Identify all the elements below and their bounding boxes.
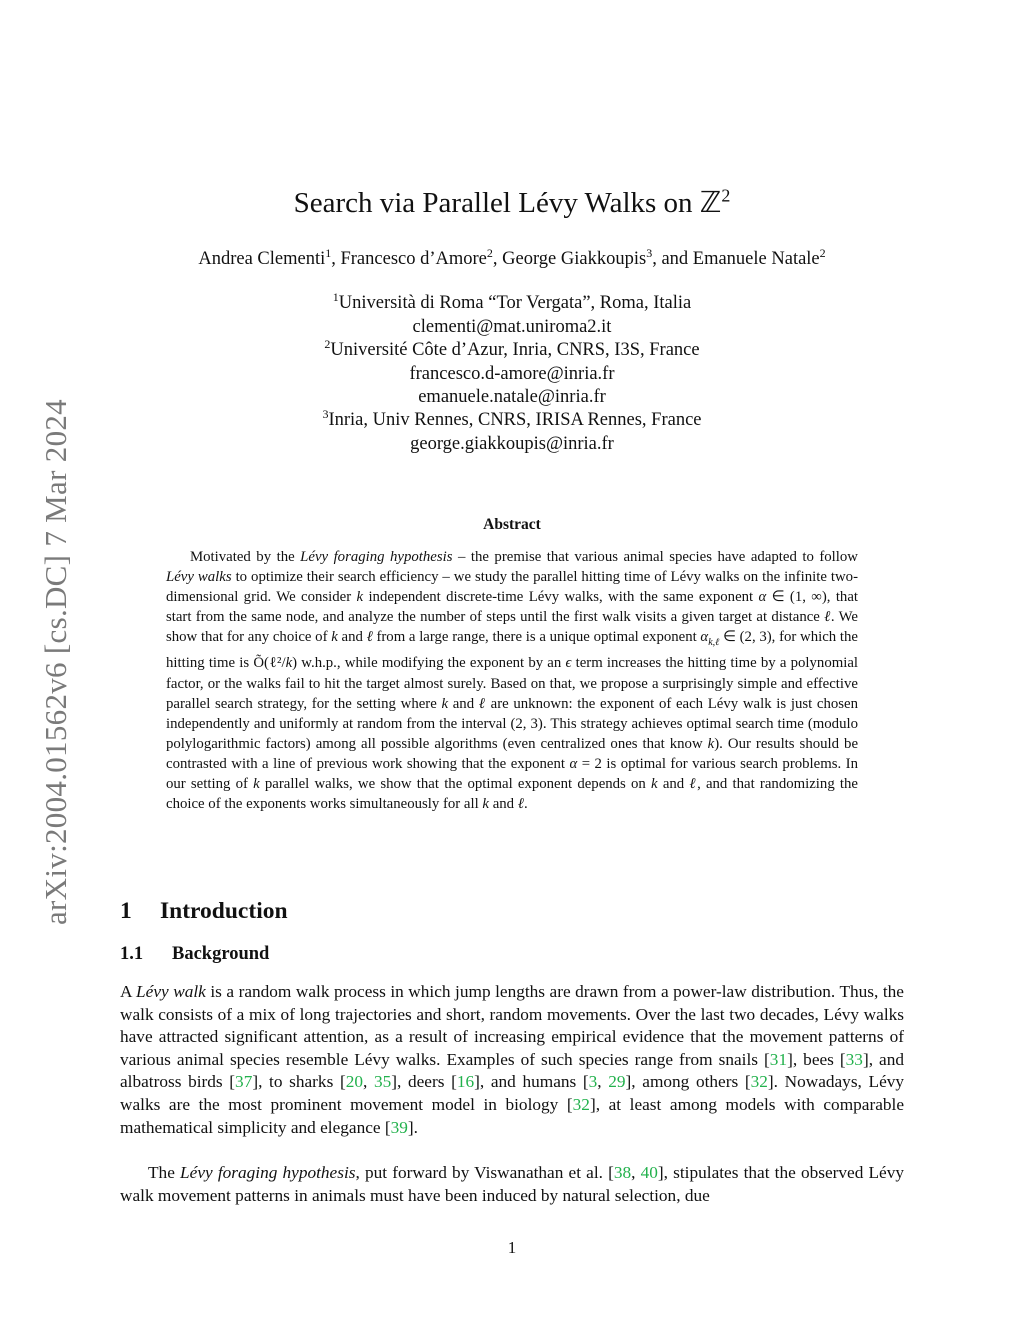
citation-link[interactable]: 32: [572, 1094, 590, 1114]
text-run: to optimize their search efficiency – we study the parallel hitting time of Lévy walks on the infinite two-dimensional grid. We consider: [166, 569, 858, 606]
citation-link[interactable]: 16: [456, 1072, 475, 1092]
text-run: ], among others [: [625, 1072, 751, 1092]
text-run: ], to sharks [: [252, 1072, 346, 1092]
citation-link[interactable]: 37: [235, 1072, 253, 1092]
page-number: 1: [507, 1238, 517, 1257]
emphasis-text: α: [758, 589, 767, 606]
text-run: is a random walk process in which jump lengths are drawn from a power-law distribution. Thus, the walk consists of a mix of long trajectories and short, random movements. Over the last two decades, Lévy walks have attracted significant attention, as a result of increasing empirical evidence that the movement patterns of various animal species resemble Lévy walks. Examples of such species range from snails [: [120, 982, 904, 1069]
text-run: ].: [407, 1117, 418, 1137]
text-run: ], and humans [: [474, 1072, 589, 1092]
subsection-number: 1.1: [120, 944, 144, 964]
affiliation-email: george.giakkoupis@inria.fr: [410, 433, 614, 454]
author: Emanuele Natale$^2$: [692, 246, 826, 270]
text-run: parallel walks, we show that the optimal exponent depends on: [259, 775, 652, 792]
text-run: ) w.h.p., while modifying the exponent by an: [292, 655, 566, 672]
title-superscript: 2: [721, 185, 731, 206]
text-run: are unknown: the exponent of each Lévy walk is just chosen independently and uniformly at random from the interval (2, 3). This strategy achieves optimal search time (modulo polylogarithmic factors) among all possible algorithms (even centralized ones that know: [166, 695, 859, 752]
abstract-heading: Abstract: [483, 516, 541, 533]
text-run: independent discrete-time Lévy walks, with the same exponent: [363, 589, 759, 606]
citation-link[interactable]: 29: [608, 1072, 626, 1092]
citation-link[interactable]: 39: [390, 1117, 408, 1137]
affiliation-2: [0, 333, 1024, 410]
author: George Giakkoupis$^3$, and: [502, 246, 693, 270]
emphasis-text: ℓ: [478, 695, 486, 712]
emphasis-text: α: [700, 629, 709, 646]
body-paragraph: [120, 981, 904, 1139]
emphasis-text: k: [253, 775, 260, 792]
text-run: ], stipulates that the observed Lévy walk movement patterns in animals must have been induced by natural selection, due: [120, 1163, 905, 1205]
citation-link[interactable]: 32: [750, 1072, 768, 1092]
emphasis-text: k: [356, 589, 364, 606]
text-run: ). Our results should be contrasted with a line of previous work showing that the exponent: [166, 735, 859, 772]
citation-link[interactable]: 3: [588, 1072, 598, 1092]
text-run: = 2 is optimal for various search problems. In our setting of: [166, 755, 859, 792]
affiliation-name: $^1$Università di Roma “Tor Vergata”, Roma, Italia: [332, 290, 692, 314]
subsection-heading: [120, 944, 269, 965]
emphasis-text: k: [285, 655, 293, 672]
text-run: and: [448, 695, 479, 712]
affiliation-email: clementi@mat.uniroma2.it: [412, 316, 612, 337]
text-run: ,: [597, 1072, 609, 1092]
body-paragraph: [120, 1162, 904, 1207]
affiliation-email: francesco.d-amore@inria.fr: [409, 363, 615, 384]
text-run: from a large range, there is a unique optimal exponent: [372, 629, 701, 646]
emphasis-text: Lévy walks: [166, 569, 232, 586]
emphasis-text: k: [331, 629, 338, 646]
text-run: , put forward by Viswanathan et al. [: [355, 1163, 614, 1182]
text-run: and: [489, 796, 518, 813]
text-run: .: [523, 796, 528, 813]
emphasis-text: k: [707, 735, 715, 752]
text-run: The: [148, 1163, 181, 1182]
text-run: ∈ (2, 3), for which the hitting time is Õ(ℓ²/: [166, 629, 858, 672]
emphasis-text: ℓ: [689, 775, 698, 792]
text-run: and: [657, 775, 690, 792]
text-run: . We show that for any choice of: [166, 609, 858, 646]
affiliation-name: $^2$Université Côte d’Azur, Inria, CNRS, I3S, France: [324, 337, 700, 361]
citation-link[interactable]: 40: [640, 1163, 658, 1182]
text-run: ∈ (1, ∞), that start from the same node, and analyze the number of steps until the first walk visits a given target at distance: [166, 589, 859, 626]
affiliation-name: $^3$Inria, Univ Rennes, CNRS, IRISA Rennes, France: [322, 407, 702, 431]
emphasis-text: k: [441, 695, 449, 712]
emphasis-text: ℓ: [824, 609, 831, 626]
affiliation-email: emanuele.natale@inria.fr: [418, 387, 606, 408]
emphasis-text: k: [651, 775, 658, 792]
subscript-text: k,ℓ: [708, 637, 720, 649]
arxiv-identifier-stamp: arXiv:2004.01562v6 [cs.DC] 7 Mar 2024: [38, 399, 73, 925]
emphasis-text: Lévy foraging hypothesis: [180, 1163, 356, 1182]
emphasis-text: α: [569, 755, 578, 772]
abstract-body: [166, 547, 858, 814]
emphasis-text: ℓ: [366, 629, 373, 646]
text-run: ], at least among models with comparable mathematical simplicity and elegance [: [120, 1094, 904, 1137]
text-run: ]. Nowadays, Lévy walks are the most prominent movement model in biology [: [120, 1072, 905, 1114]
citation-link[interactable]: 31: [769, 1049, 788, 1069]
citation-link[interactable]: 38: [613, 1163, 632, 1182]
affiliation-3: [0, 403, 1024, 456]
author: Andrea Clementi$^1$,: [198, 246, 341, 270]
section-heading: [120, 898, 288, 925]
citation-link[interactable]: 35: [373, 1072, 392, 1092]
text-run: and: [337, 629, 367, 646]
text-run: ], and albatross birds [: [120, 1049, 904, 1092]
section-number: 1: [120, 898, 132, 924]
emphasis-text: Lévy foraging hypothesis: [300, 549, 453, 565]
section-title: Introduction: [160, 898, 288, 924]
emphasis-text: Lévy walk: [136, 982, 206, 1001]
text-run: ], deers [: [391, 1072, 457, 1092]
text-run: ,: [631, 1163, 641, 1182]
citation-link[interactable]: 20: [345, 1072, 363, 1092]
subsection-title: Background: [172, 944, 270, 964]
title-text: Search via Parallel Lévy Walks on ℤ: [293, 187, 722, 219]
citation-link[interactable]: 33: [845, 1049, 863, 1069]
author-list: [0, 246, 1024, 270]
emphasis-text: k: [482, 796, 489, 813]
text-run: – the premise that various animal species have adapted to follow: [452, 549, 858, 565]
affiliation-1: [0, 286, 1024, 339]
text-run: ], bees [: [787, 1049, 846, 1069]
emphasis-text: ℓ: [517, 796, 524, 813]
text-run: term increases the hitting time by a polynomial factor, or the walks fail to hit the target almost surely. Based on that, we propose a surprisingly simple and effective parallel search strategy, for the setting where: [166, 655, 859, 712]
text-run: , and that randomizing the choice of the exponents works simultaneously for all: [166, 775, 858, 813]
text-run: ,: [363, 1072, 374, 1092]
author: Francesco d’Amore$^2$,: [340, 246, 503, 270]
text-run: A: [120, 982, 137, 1001]
paper-title: [0, 185, 1024, 220]
emphasis-text: ϵ: [565, 655, 572, 672]
text-run: Motivated by the: [190, 549, 301, 565]
